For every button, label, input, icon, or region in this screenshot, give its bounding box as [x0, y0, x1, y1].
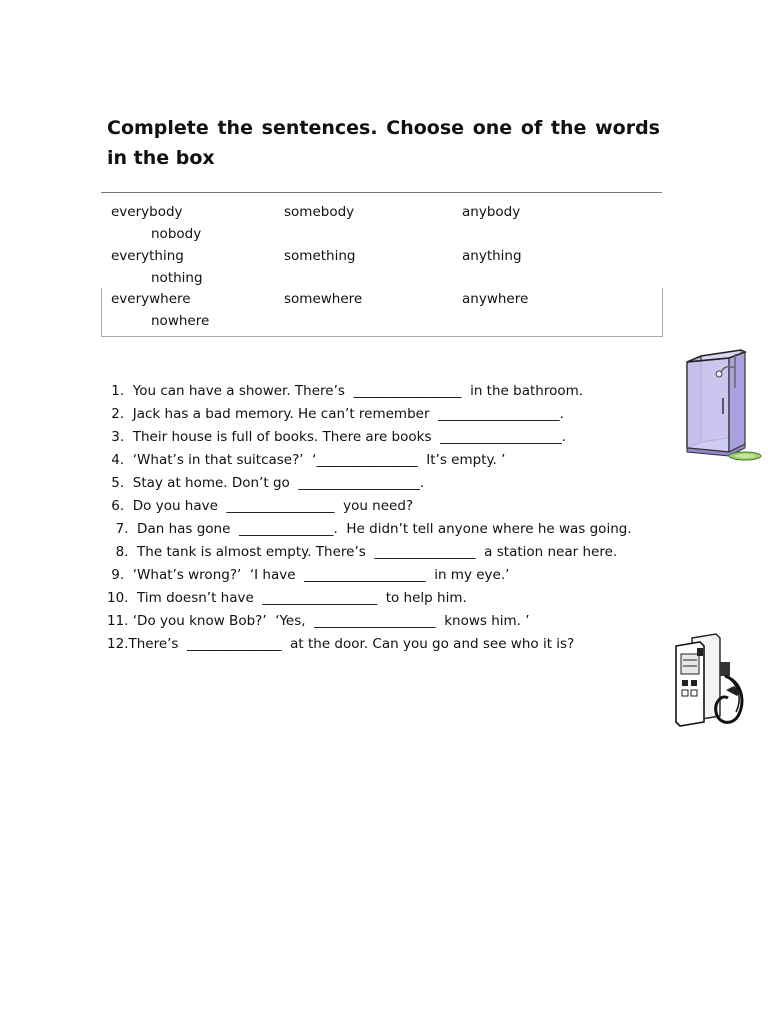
word-row [101, 288, 662, 332]
exercise-item: 12.There’s ______________ at the door. Can you go and see who it is? [107, 636, 575, 652]
worksheet-title: Complete the sentences. Choose one of the words in the box [107, 117, 660, 169]
word: anywhere [462, 291, 529, 307]
word: anybody [462, 204, 521, 220]
exercise-item: 5. Stay at home. Don’t go __________________. [107, 475, 425, 491]
word-row [101, 245, 662, 289]
word-box [101, 192, 662, 337]
word: nobody [151, 226, 202, 242]
word: everything [111, 248, 184, 264]
word: nothing [151, 270, 203, 286]
exercise-item: 8. The tank is almost empty. There’s _______________ a station near here. [107, 544, 618, 560]
word-row [101, 201, 662, 245]
exercise-item: 1. You can have a shower. There’s ________________ in the bathroom. [107, 383, 584, 399]
word: somewhere [284, 291, 363, 307]
exercise-item: 11. ‘Do you know Bob?’ ‘Yes, __________________ knows him. ’ [107, 613, 530, 629]
word: somebody [284, 204, 355, 220]
shower-cabin-icon [683, 348, 763, 466]
word: something [284, 248, 356, 264]
word: everybody [111, 204, 183, 220]
exercise-item: 2. Jack has a bad memory. He can’t remember __________________. [107, 406, 564, 422]
exercise-item: 10. Tim doesn’t have _________________ to help him. [107, 590, 467, 606]
exercise-item: 6. Do you have ________________ you need? [107, 498, 414, 514]
word: nowhere [151, 313, 210, 329]
exercise-item: 9. ‘What’s wrong?’ ‘I have __________________ in my eye.’ [107, 567, 510, 583]
exercise-item: 3. Their house is full of books. There are books __________________. [107, 429, 566, 445]
fuel-pump-icon [670, 632, 750, 728]
word: anything [462, 248, 522, 264]
exercise-list [107, 380, 660, 656]
word: everywhere [111, 291, 191, 307]
exercise-item: 7. Dan has gone ______________. He didn’t tell anyone where he was going. [107, 521, 632, 537]
exercise-item: 4. ‘What’s in that suitcase?’ ‘_______________ It’s empty. ’ [107, 452, 506, 468]
